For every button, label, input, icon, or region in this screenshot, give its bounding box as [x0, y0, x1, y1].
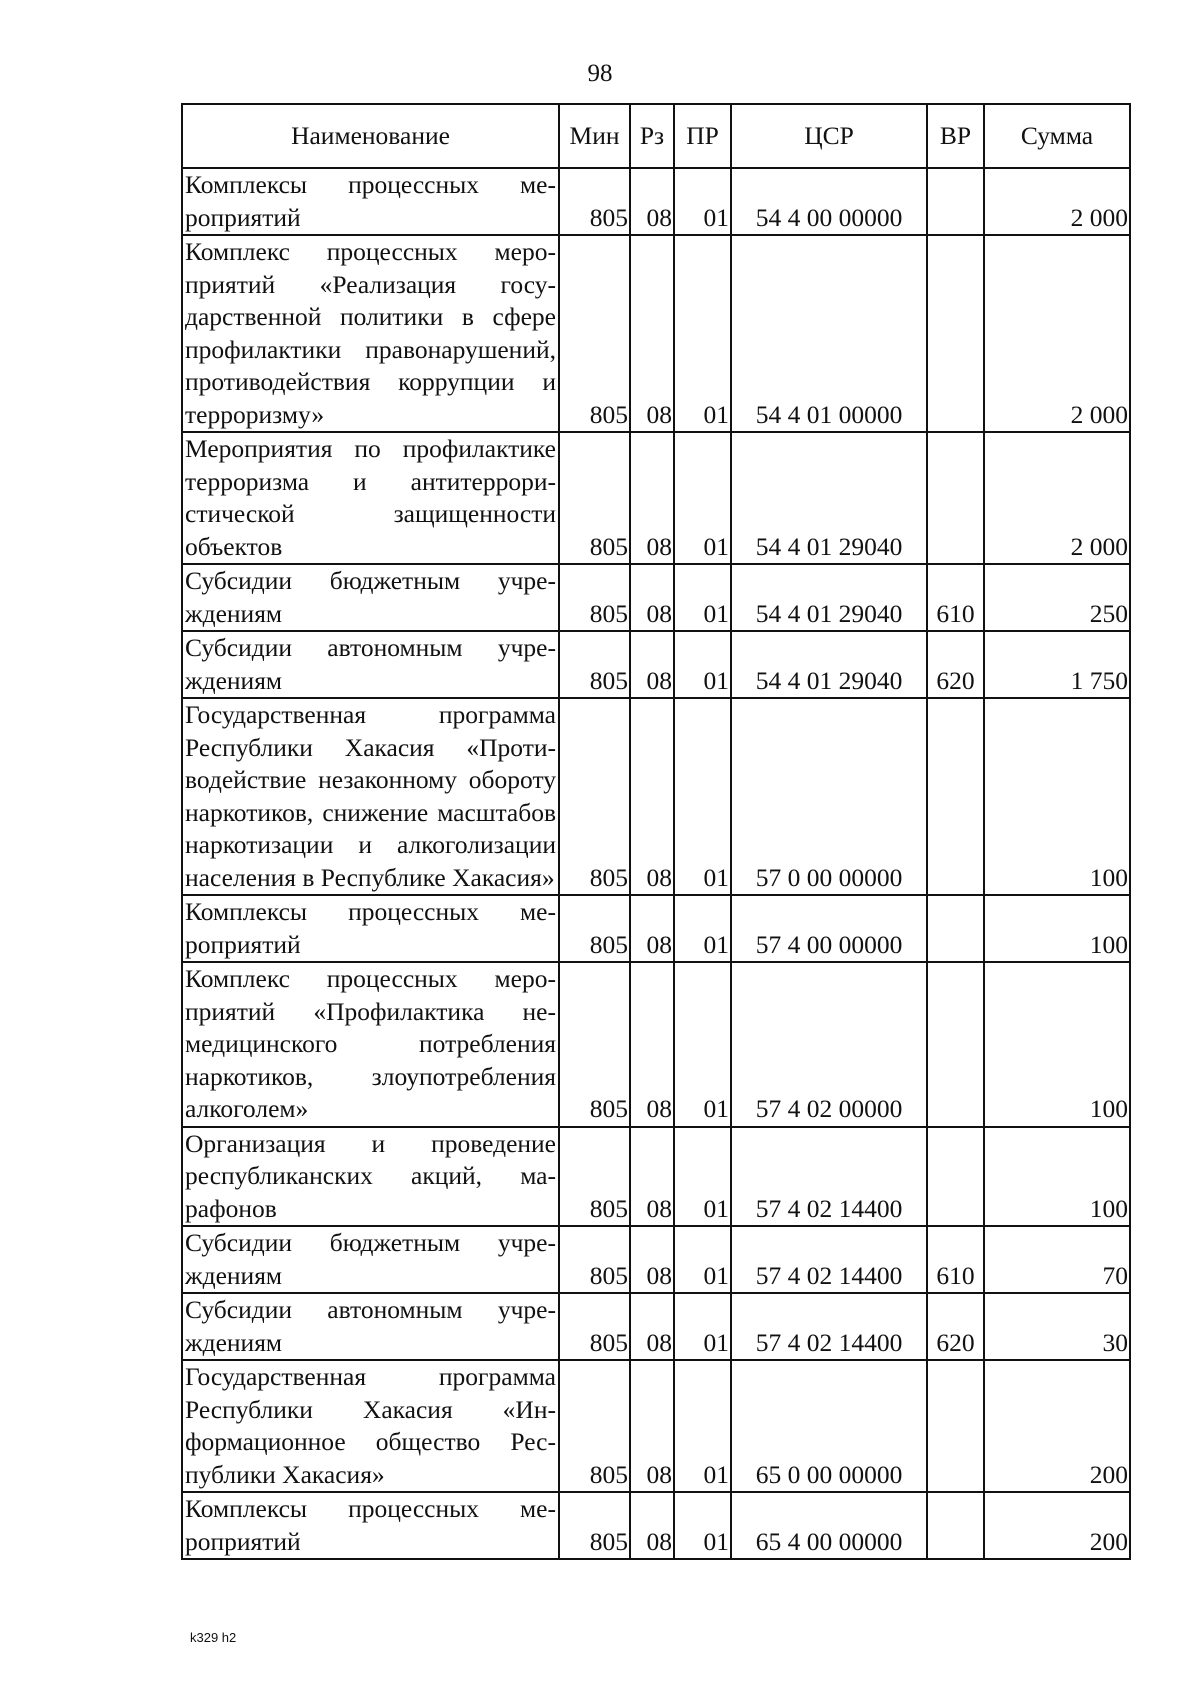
row-sum: 2 000 — [984, 235, 1130, 432]
row-sum: 100 — [984, 895, 1130, 962]
row-rz: 08 — [630, 1226, 674, 1293]
row-csr: 57 4 02 14400 — [731, 1127, 927, 1227]
row-vr — [927, 962, 984, 1127]
row-csr: 54 4 01 29040 — [731, 631, 927, 698]
row-csr: 54 4 01 00000 — [731, 235, 927, 432]
header-rz: Рз — [630, 104, 674, 168]
row-name: Комплекс процессных мероприятий «Профилактика немедицинского потребления наркотиков, злоупотребления алкоголем» — [182, 962, 559, 1127]
table-row — [182, 432, 1130, 564]
table-row — [182, 1226, 1130, 1293]
table-row — [182, 631, 1130, 698]
row-min: 805 — [559, 631, 630, 698]
row-sum: 2 000 — [984, 432, 1130, 564]
row-rz: 08 — [630, 432, 674, 564]
row-sum: 100 — [984, 962, 1130, 1127]
row-pr: 01 — [674, 1127, 731, 1227]
row-sum: 100 — [984, 1127, 1130, 1227]
row-pr: 01 — [674, 235, 731, 432]
row-name: Субсидии бюджетным учреждениям — [182, 564, 559, 631]
table-row — [182, 1127, 1130, 1227]
row-sum: 100 — [984, 698, 1130, 895]
row-rz: 08 — [630, 564, 674, 631]
row-csr: 57 4 00 00000 — [731, 895, 927, 962]
row-min: 805 — [559, 1127, 630, 1227]
row-pr: 01 — [674, 895, 731, 962]
row-vr: 610 — [927, 1226, 984, 1293]
row-min: 805 — [559, 1492, 630, 1559]
header-sum: Сумма — [984, 104, 1130, 168]
row-rz: 08 — [630, 698, 674, 895]
row-pr: 01 — [674, 432, 731, 564]
row-vr: 610 — [927, 564, 984, 631]
row-min: 805 — [559, 895, 630, 962]
table-row — [182, 962, 1130, 1127]
row-sum: 250 — [984, 564, 1130, 631]
row-pr: 01 — [674, 1360, 731, 1492]
footer-code: k329 h2 — [190, 1630, 237, 1645]
row-name: Государственная программа Республики Хакасия «Противодействие незаконному обороту наркотиков, снижение масштабов наркотизации и алкоголизации населения в Республике Хакасия» — [182, 698, 559, 895]
row-pr: 01 — [674, 962, 731, 1127]
row-csr: 54 4 01 29040 — [731, 432, 927, 564]
row-vr — [927, 235, 984, 432]
row-name: Субсидии бюджетным учреждениям — [182, 1226, 559, 1293]
row-csr: 54 4 01 29040 — [731, 564, 927, 631]
row-name: Комплексы процессных мероприятий — [182, 1492, 559, 1559]
table-row — [182, 235, 1130, 432]
row-name: Комплексы процессных мероприятий — [182, 168, 559, 235]
row-vr: 620 — [927, 631, 984, 698]
row-pr: 01 — [674, 1226, 731, 1293]
row-csr: 65 0 00 00000 — [731, 1360, 927, 1492]
row-rz: 08 — [630, 235, 674, 432]
row-vr — [927, 432, 984, 564]
row-csr: 57 0 00 00000 — [731, 698, 927, 895]
row-name: Субсидии автономным учреждениям — [182, 631, 559, 698]
row-csr: 65 4 00 00000 — [731, 1492, 927, 1559]
row-vr — [927, 168, 984, 235]
row-name: Организация и проведение республиканских акций, марафонов — [182, 1127, 559, 1227]
row-csr: 57 4 02 14400 — [731, 1226, 927, 1293]
row-name: Комплексы процессных мероприятий — [182, 895, 559, 962]
row-pr: 01 — [674, 698, 731, 895]
row-sum: 30 — [984, 1293, 1130, 1360]
row-rz: 08 — [630, 1127, 674, 1227]
row-pr: 01 — [674, 1492, 731, 1559]
table-header-row — [182, 104, 1130, 168]
table-row — [182, 1360, 1130, 1492]
row-rz: 08 — [630, 168, 674, 235]
row-pr: 01 — [674, 631, 731, 698]
row-min: 805 — [559, 564, 630, 631]
page-number: 98 — [587, 60, 613, 87]
header-min: Мин — [559, 104, 630, 168]
table-row — [182, 698, 1130, 895]
row-name: Комплекс процессных мероприятий «Реализация государственной политики в сфере профилактики правонарушений, противодействия коррупции и терроризму» — [182, 235, 559, 432]
row-min: 805 — [559, 698, 630, 895]
table-row — [182, 1293, 1130, 1360]
table-row — [182, 564, 1130, 631]
row-sum: 200 — [984, 1492, 1130, 1559]
table-row — [182, 168, 1130, 235]
row-name: Мероприятия по профилактике терроризма и антитеррористической защищенности объектов — [182, 432, 559, 564]
row-min: 805 — [559, 1226, 630, 1293]
row-pr: 01 — [674, 168, 731, 235]
row-csr: 57 4 02 00000 — [731, 962, 927, 1127]
header-csr: ЦСР — [731, 104, 927, 168]
row-min: 805 — [559, 1293, 630, 1360]
row-sum: 2 000 — [984, 168, 1130, 235]
row-vr: 620 — [927, 1293, 984, 1360]
row-rz: 08 — [630, 962, 674, 1127]
table-row — [182, 1492, 1130, 1559]
row-rz: 08 — [630, 1360, 674, 1492]
row-csr: 54 4 00 00000 — [731, 168, 927, 235]
row-vr — [927, 1360, 984, 1492]
header-pr: ПР — [674, 104, 731, 168]
row-rz: 08 — [630, 1293, 674, 1360]
row-csr: 57 4 02 14400 — [731, 1293, 927, 1360]
row-vr — [927, 895, 984, 962]
row-rz: 08 — [630, 1492, 674, 1559]
table-row — [182, 895, 1130, 962]
header-vr: ВР — [927, 104, 984, 168]
row-rz: 08 — [630, 895, 674, 962]
row-name: Государственная программа Республики Хакасия «Информационное общество Республики Хакасия» — [182, 1360, 559, 1492]
header-name: Наименование — [182, 104, 559, 168]
row-vr — [927, 1127, 984, 1227]
row-rz: 08 — [630, 631, 674, 698]
budget-table — [181, 103, 1131, 1560]
row-name: Субсидии автономным учреждениям — [182, 1293, 559, 1360]
row-min: 805 — [559, 1360, 630, 1492]
row-sum: 70 — [984, 1226, 1130, 1293]
row-min: 805 — [559, 235, 630, 432]
row-min: 805 — [559, 168, 630, 235]
row-min: 805 — [559, 962, 630, 1127]
row-pr: 01 — [674, 1293, 731, 1360]
row-min: 805 — [559, 432, 630, 564]
row-vr — [927, 1492, 984, 1559]
row-sum: 200 — [984, 1360, 1130, 1492]
row-pr: 01 — [674, 564, 731, 631]
row-vr — [927, 698, 984, 895]
row-sum: 1 750 — [984, 631, 1130, 698]
